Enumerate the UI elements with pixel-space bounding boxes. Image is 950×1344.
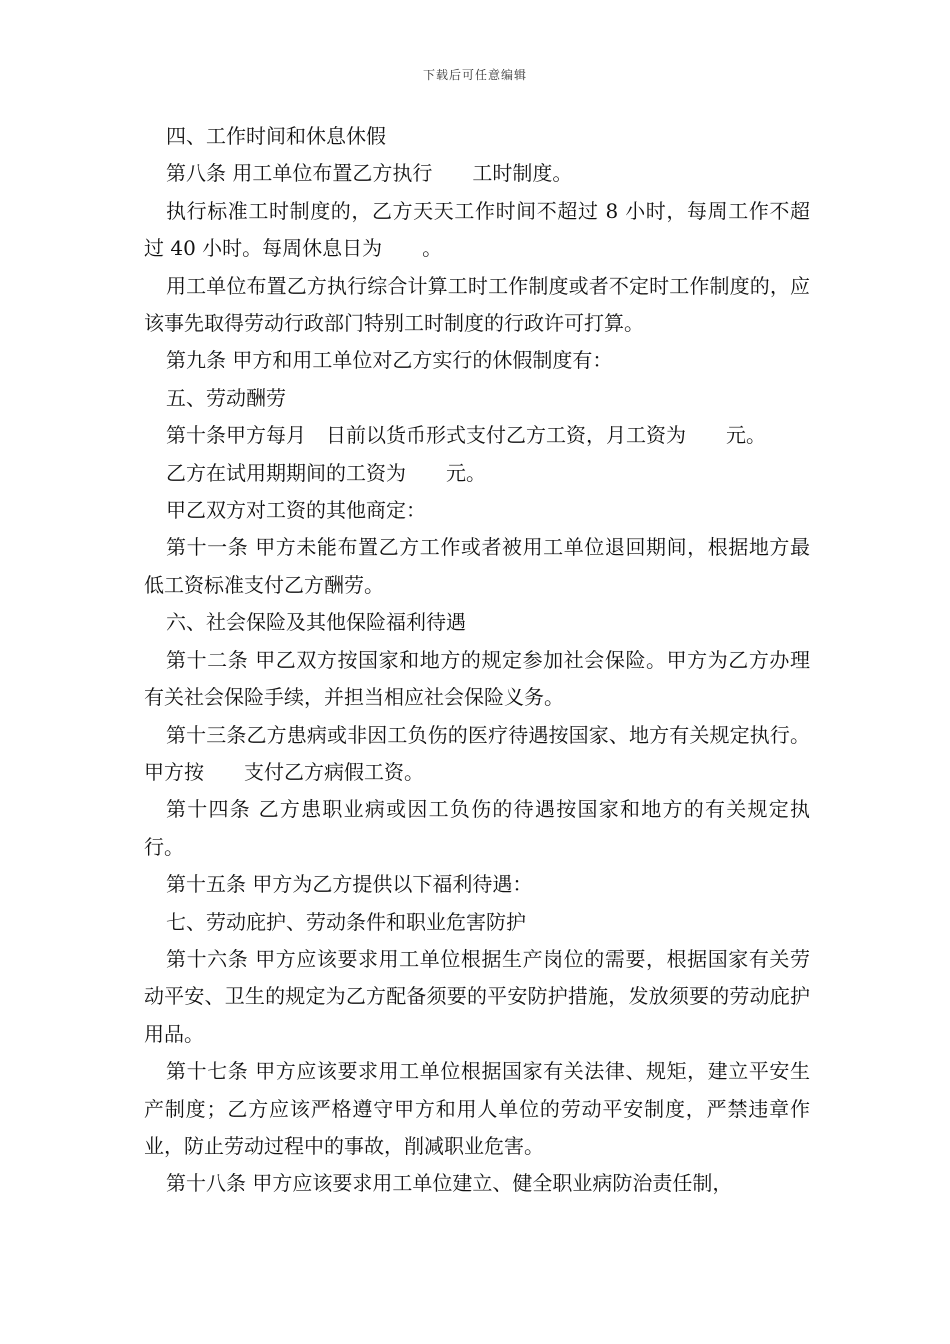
page-header: 下载后可任意编辑: [422, 68, 527, 82]
article-12: 第十二条 甲乙双方按国家和地方的规定参加社会保险。甲方为乙方办理有关社会保险手续，并担当相应社会保险义务。: [144, 647, 810, 710]
article-8-standard-hours: 执行标准工时制度的，乙方天天工作时间不超过 8 小时，每周工作不超过 40 小时。每周休息日为 。: [144, 198, 810, 261]
section-heading-four: 四、工作时间和休息休假: [166, 124, 386, 148]
article-10: 第十条甲方每月 日前以货币形式支付乙方工资，月工资为 元。: [166, 423, 766, 448]
document-body: [144, 118, 810, 1203]
article-8: 第八条 用工单位布置乙方执行 工时制度。: [166, 161, 573, 186]
section-heading-six: 六、社会保险及其他保险福利待遇: [166, 610, 466, 635]
article-18: 第十八条 甲方应该要求用工单位建立、健全职业病防治责任制，: [166, 1171, 733, 1196]
article-13: 第十三条乙方患病或非因工负伤的医疗待遇按国家、地方有关规定执行。甲方按 支付乙方病假工资。: [144, 722, 810, 784]
article-14: 第十四条 乙方患职业病或因工负伤的待遇按国家和地方的有关规定执行。: [144, 797, 810, 859]
article-16: 第十六条 甲方应该要求用工单位根据生产岗位的需要，根据国家有关劳动平安、卫生的规定为乙方配备须要的平安防护措施，发放须要的劳动庇护用品。: [144, 946, 810, 1046]
section-heading-seven: 七、劳动庇护、劳动条件和职业危害防护: [166, 909, 526, 934]
article-11: 第十一条 甲方未能布置乙方工作或者被用工单位退回期间，根据地方最低工资标准支付乙方酬劳。: [144, 535, 810, 597]
article-10-probation-wage: 乙方在试用期期间的工资为 元。: [166, 460, 486, 485]
article-9: 第九条 甲方和用工单位对乙方实行的休假制度有：: [166, 348, 613, 373]
section-heading-five: 五、劳动酬劳: [166, 385, 286, 410]
article-8-special-hours: 用工单位布置乙方执行综合计算工时工作制度或者不定时工作制度的，应该事先取得劳动行政部门特别工时制度的行政许可打算。: [144, 273, 810, 336]
article-15: 第十五条 甲方为乙方提供以下福利待遇：: [166, 872, 533, 897]
article-10-other-agreement: 甲乙双方对工资的其他商定：: [166, 498, 426, 523]
article-17: 第十七条 甲方应该要求用工单位根据国家有关法律、规矩，建立平安生产制度；乙方应该严格遵守甲方和用人单位的劳动平安制度，严禁违章作业，防止劳动过程中的事故，削减职业危害。: [144, 1059, 810, 1158]
